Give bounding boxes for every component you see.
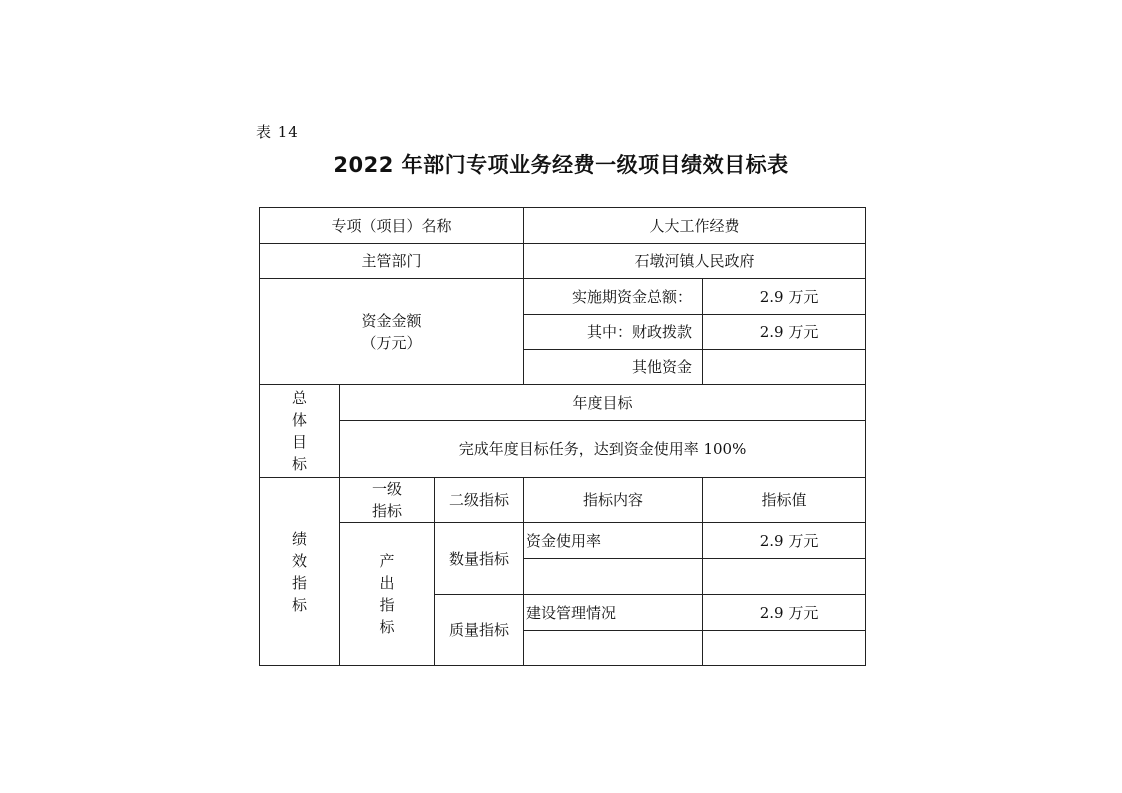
indicator-content-cell: 建设管理情况 (524, 595, 703, 631)
performance-indicator-char: 标 (291, 595, 307, 614)
performance-goal-table (259, 207, 866, 666)
output-indicator-char: 出 (379, 574, 395, 592)
indicator-value-header: 指标值 (703, 478, 866, 523)
department-value: 石墩河镇人民政府 (524, 244, 866, 279)
level1-header-line1: 一级 (371, 480, 402, 498)
overall-goal-header-row (260, 385, 866, 421)
annual-goal-header: 年度目标 (340, 385, 866, 421)
indicator-value-cell (703, 631, 866, 666)
performance-indicator-char: 效 (291, 551, 307, 570)
overall-goal-content-row (260, 421, 866, 478)
indicator-value-cell: 2.9 万元 (703, 523, 866, 559)
project-name-label: 专项（项目）名称 (260, 208, 524, 244)
indicator-content-cell (524, 559, 703, 595)
indicator-content-cell: 资金使用率 (524, 523, 703, 559)
funding-label-line1: 资金金额 (361, 311, 422, 330)
document-title: 2022 年部门专项业务经费一级项目绩效目标表 (333, 153, 789, 177)
output-indicator-char: 指 (379, 596, 395, 614)
funding-other-value (703, 350, 866, 385)
indicator-value-cell (703, 559, 866, 595)
performance-indicator-label (260, 478, 340, 666)
indicator-content-cell (524, 631, 703, 666)
annual-goal-content: 完成年度目标任务，达到资金使用率 100% (340, 421, 866, 478)
overall-goal-char: 体 (291, 411, 307, 429)
funding-fiscal-value: 2.9 万元 (703, 315, 866, 350)
overall-goal-char: 目 (291, 433, 307, 451)
overall-goal-char: 总 (291, 389, 307, 407)
level1-header-line2: 指标 (371, 502, 402, 520)
level2-indicator-header: 二级指标 (435, 478, 524, 523)
performance-indicator-char: 绩 (291, 529, 307, 548)
overall-goal-label (260, 385, 340, 478)
level1-indicator-header (340, 478, 435, 523)
project-name-value: 人大工作经费 (524, 208, 866, 244)
department-row (260, 244, 866, 279)
output-indicator-char: 产 (379, 552, 395, 570)
indicator-value-cell: 2.9 万元 (703, 595, 866, 631)
department-label: 主管部门 (260, 244, 524, 279)
table-row (260, 523, 866, 559)
indicator-content-header: 指标内容 (524, 478, 703, 523)
funding-label-line2: （万元） (361, 333, 422, 352)
funding-row (260, 279, 866, 315)
project-name-row (260, 208, 866, 244)
indicator-header-row (260, 478, 866, 523)
performance-indicator-char: 指 (291, 573, 307, 592)
output-indicator-label (340, 523, 435, 666)
table-number: 表 14 (256, 123, 299, 141)
funding-fiscal-label: 其中：财政拨款 (524, 315, 703, 350)
funding-total-value: 2.9 万元 (703, 279, 866, 315)
quantity-indicator-label: 数量指标 (435, 523, 524, 595)
output-indicator-char: 标 (379, 618, 395, 636)
quality-indicator-label: 质量指标 (435, 595, 524, 666)
funding-total-label: 实施期资金总额： (524, 279, 703, 315)
funding-other-label: 其他资金 (524, 350, 703, 385)
overall-goal-char: 标 (291, 455, 307, 473)
funding-label (260, 279, 524, 385)
